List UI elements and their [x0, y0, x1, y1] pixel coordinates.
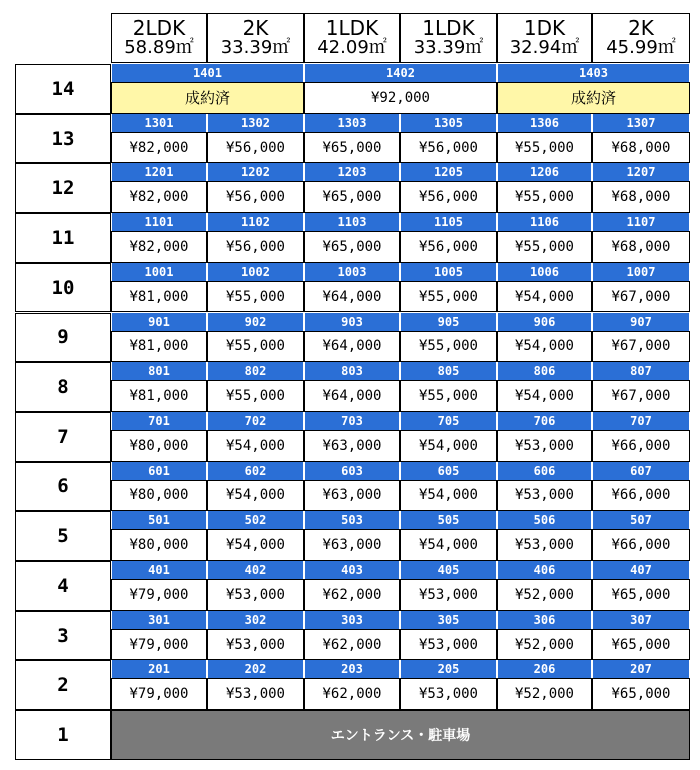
unit-number[interactable]: 803 — [304, 362, 400, 380]
floor-label: 10 — [15, 263, 111, 313]
unit-number[interactable]: 1203 — [304, 163, 400, 181]
unit-price: ¥56,000 — [400, 181, 497, 213]
column-type-label: 1LDK — [422, 16, 475, 41]
unit-number[interactable]: 702 — [207, 412, 304, 430]
unit-price: ¥55,000 — [400, 331, 497, 363]
unit-number[interactable]: 501 — [111, 511, 207, 529]
unit-price: ¥65,000 — [592, 629, 690, 661]
unit-price: ¥54,000 — [400, 430, 497, 462]
floor-label: 9 — [15, 313, 111, 363]
unit-price: ¥64,000 — [304, 281, 400, 313]
unit-number[interactable]: 506 — [497, 511, 592, 529]
column-area-label: 42.09㎡ — [317, 37, 387, 59]
column-area-label: 32.94㎡ — [509, 37, 580, 59]
unit-price: ¥56,000 — [207, 181, 304, 213]
unit-price: ¥64,000 — [304, 380, 400, 412]
floor-label: 3 — [15, 611, 111, 661]
unit-price: ¥56,000 — [207, 231, 304, 263]
unit-number[interactable]: 706 — [497, 412, 592, 430]
unit-price: ¥66,000 — [592, 430, 690, 462]
unit-price: ¥54,000 — [497, 380, 592, 412]
column-area-label: 58.89㎡ — [124, 37, 194, 59]
unit-number[interactable]: 1101 — [111, 213, 207, 231]
unit-price: ¥55,000 — [400, 380, 497, 412]
unit-price: ¥81,000 — [111, 331, 207, 363]
unit-price: ¥80,000 — [111, 529, 207, 561]
unit-price: ¥63,000 — [304, 480, 400, 512]
unit-price: ¥65,000 — [592, 678, 690, 710]
column-area-label: 33.39㎡ — [220, 37, 291, 59]
unit-price: ¥53,000 — [497, 430, 592, 462]
floor-label: 1 — [15, 710, 111, 760]
unit-number[interactable]: 901 — [111, 313, 207, 331]
unit-price: ¥80,000 — [111, 430, 207, 462]
unit-price: ¥54,000 — [207, 430, 304, 462]
unit-number[interactable]: 1007 — [592, 263, 690, 281]
unit-number[interactable]: 705 — [400, 412, 497, 430]
unit-number[interactable]: 1105 — [400, 213, 497, 231]
unit-price: ¥63,000 — [304, 430, 400, 462]
unit-number[interactable]: 305 — [400, 611, 497, 629]
floor-label: 8 — [15, 362, 111, 412]
unit-number[interactable]: 407 — [592, 561, 690, 579]
unit-number[interactable]: 503 — [304, 511, 400, 529]
unit-price: ¥68,000 — [592, 132, 690, 164]
column-header — [497, 13, 592, 63]
unit-number[interactable]: 903 — [304, 313, 400, 331]
column-header — [304, 13, 400, 63]
unit-price: ¥53,000 — [400, 629, 497, 661]
unit-number[interactable]: 202 — [207, 660, 304, 678]
unit-price: ¥55,000 — [207, 281, 304, 313]
unit-number[interactable]: 707 — [592, 412, 690, 430]
unit-number[interactable]: 605 — [400, 462, 497, 480]
unit-price: ¥55,000 — [497, 181, 592, 213]
unit-number[interactable]: 802 — [207, 362, 304, 380]
unit-price: ¥53,000 — [207, 678, 304, 710]
floor-label: 12 — [15, 163, 111, 213]
unit-number[interactable]: 603 — [304, 462, 400, 480]
unit-number[interactable]: 1205 — [400, 163, 497, 181]
column-header — [592, 13, 690, 63]
unit-number[interactable]: 1402 — [304, 64, 497, 82]
sold-status: 成約済 — [111, 82, 304, 114]
unit-price: ¥79,000 — [111, 579, 207, 611]
entrance-parking-label: エントランス・駐車場 — [111, 710, 690, 760]
unit-number[interactable]: 206 — [497, 660, 592, 678]
unit-number[interactable]: 1003 — [304, 263, 400, 281]
unit-number[interactable]: 1206 — [497, 163, 592, 181]
unit-price: ¥53,000 — [400, 579, 497, 611]
column-header — [207, 13, 304, 63]
unit-price: ¥81,000 — [111, 281, 207, 313]
unit-number[interactable]: 302 — [207, 611, 304, 629]
unit-price: ¥54,000 — [207, 480, 304, 512]
unit-price: ¥55,000 — [207, 380, 304, 412]
unit-number[interactable]: 1302 — [207, 114, 304, 132]
unit-number[interactable]: 1006 — [497, 263, 592, 281]
unit-price: ¥66,000 — [592, 480, 690, 512]
unit-price: ¥63,000 — [304, 529, 400, 561]
unit-number[interactable]: 1301 — [111, 114, 207, 132]
unit-number[interactable]: 401 — [111, 561, 207, 579]
unit-price: ¥64,000 — [304, 331, 400, 363]
floor-label: 2 — [15, 660, 111, 710]
unit-price: ¥54,000 — [400, 480, 497, 512]
unit-number[interactable]: 201 — [111, 660, 207, 678]
unit-number[interactable]: 1107 — [592, 213, 690, 231]
unit-price: ¥82,000 — [111, 231, 207, 263]
unit-number[interactable]: 1005 — [400, 263, 497, 281]
unit-number[interactable]: 801 — [111, 362, 207, 380]
unit-price: ¥52,000 — [497, 579, 592, 611]
unit-number[interactable]: 1403 — [497, 64, 690, 82]
unit-price: ¥54,000 — [497, 281, 592, 313]
unit-price: ¥68,000 — [592, 231, 690, 263]
unit-number[interactable]: 307 — [592, 611, 690, 629]
unit-number[interactable]: 507 — [592, 511, 690, 529]
unit-price: ¥68,000 — [592, 181, 690, 213]
unit-price: ¥67,000 — [592, 281, 690, 313]
unit-number[interactable]: 906 — [497, 313, 592, 331]
unit-price: ¥82,000 — [111, 132, 207, 164]
unit-number[interactable]: 601 — [111, 462, 207, 480]
column-header — [400, 13, 497, 63]
unit-number[interactable]: 406 — [497, 561, 592, 579]
unit-number[interactable]: 405 — [400, 561, 497, 579]
unit-number[interactable]: 1201 — [111, 163, 207, 181]
column-header — [111, 13, 207, 63]
unit-price: ¥65,000 — [304, 132, 400, 164]
unit-number[interactable]: 301 — [111, 611, 207, 629]
unit-number[interactable]: 1002 — [207, 263, 304, 281]
unit-price: ¥52,000 — [497, 678, 592, 710]
unit-price: ¥55,000 — [207, 331, 304, 363]
unit-price: ¥55,000 — [497, 231, 592, 263]
floor-label: 13 — [15, 114, 111, 164]
unit-price: ¥66,000 — [592, 529, 690, 561]
unit-number[interactable]: 1303 — [304, 114, 400, 132]
unit-number[interactable]: 905 — [400, 313, 497, 331]
unit-price: ¥81,000 — [111, 380, 207, 412]
unit-number[interactable]: 205 — [400, 660, 497, 678]
unit-price: ¥65,000 — [592, 579, 690, 611]
unit-number[interactable]: 1106 — [497, 213, 592, 231]
unit-price: ¥53,000 — [400, 678, 497, 710]
sold-status: 成約済 — [497, 82, 690, 114]
unit-number[interactable]: 1102 — [207, 213, 304, 231]
floor-label: 14 — [15, 64, 111, 114]
unit-price: ¥67,000 — [592, 380, 690, 412]
unit-number[interactable]: 606 — [497, 462, 592, 480]
unit-price: ¥54,000 — [400, 529, 497, 561]
unit-price: ¥53,000 — [207, 629, 304, 661]
unit-price: ¥54,000 — [497, 331, 592, 363]
unit-price: ¥56,000 — [400, 231, 497, 263]
unit-number[interactable]: 1103 — [304, 213, 400, 231]
unit-price: ¥65,000 — [304, 231, 400, 263]
column-type-label: 2K — [242, 16, 269, 41]
unit-number[interactable]: 207 — [592, 660, 690, 678]
unit-number[interactable]: 1306 — [497, 114, 592, 132]
unit-price: ¥79,000 — [111, 629, 207, 661]
unit-number[interactable]: 303 — [304, 611, 400, 629]
floor-label: 6 — [15, 462, 111, 512]
unit-price: ¥56,000 — [400, 132, 497, 164]
column-area-label: 33.39㎡ — [413, 37, 484, 59]
unit-price: ¥62,000 — [304, 579, 400, 611]
unit-number[interactable]: 1202 — [207, 163, 304, 181]
unit-number[interactable]: 902 — [207, 313, 304, 331]
unit-number[interactable]: 1001 — [111, 263, 207, 281]
floor-label: 4 — [15, 561, 111, 611]
unit-price: ¥55,000 — [497, 132, 592, 164]
unit-number[interactable]: 203 — [304, 660, 400, 678]
unit-number[interactable]: 907 — [592, 313, 690, 331]
column-type-label: 2LDK — [132, 16, 186, 41]
unit-number[interactable]: 502 — [207, 511, 304, 529]
unit-price: ¥62,000 — [304, 629, 400, 661]
column-type-label: 2K — [628, 16, 654, 41]
unit-number[interactable]: 607 — [592, 462, 690, 480]
column-type-label: 1LDK — [325, 16, 379, 41]
unit-number[interactable]: 1401 — [111, 64, 304, 82]
unit-number[interactable]: 807 — [592, 362, 690, 380]
unit-number[interactable]: 505 — [400, 511, 497, 529]
unit-number[interactable]: 1307 — [592, 114, 690, 132]
unit-number[interactable]: 703 — [304, 412, 400, 430]
unit-price: ¥53,000 — [497, 529, 592, 561]
floor-label: 11 — [15, 213, 111, 263]
unit-price: ¥79,000 — [111, 678, 207, 710]
unit-number[interactable]: 805 — [400, 362, 497, 380]
unit-price: ¥53,000 — [207, 579, 304, 611]
unit-price: ¥52,000 — [497, 629, 592, 661]
unit-price: ¥65,000 — [304, 181, 400, 213]
unit-price: ¥55,000 — [400, 281, 497, 313]
unit-number[interactable]: 306 — [497, 611, 592, 629]
unit-price: ¥62,000 — [304, 678, 400, 710]
unit-number[interactable]: 806 — [497, 362, 592, 380]
unit-price: ¥54,000 — [207, 529, 304, 561]
unit-number[interactable]: 602 — [207, 462, 304, 480]
column-type-label: 1DK — [523, 16, 566, 41]
unit-number[interactable]: 1207 — [592, 163, 690, 181]
unit-price: ¥82,000 — [111, 181, 207, 213]
unit-price: ¥67,000 — [592, 331, 690, 363]
column-area-label: 45.99㎡ — [606, 37, 676, 59]
unit-price: ¥80,000 — [111, 480, 207, 512]
unit-price: ¥92,000 — [304, 82, 497, 114]
unit-number[interactable]: 403 — [304, 561, 400, 579]
unit-number[interactable]: 701 — [111, 412, 207, 430]
floor-label: 5 — [15, 511, 111, 561]
unit-number[interactable]: 402 — [207, 561, 304, 579]
unit-price: ¥53,000 — [497, 480, 592, 512]
unit-price: ¥56,000 — [207, 132, 304, 164]
unit-number[interactable]: 1305 — [400, 114, 497, 132]
floor-label: 7 — [15, 412, 111, 462]
